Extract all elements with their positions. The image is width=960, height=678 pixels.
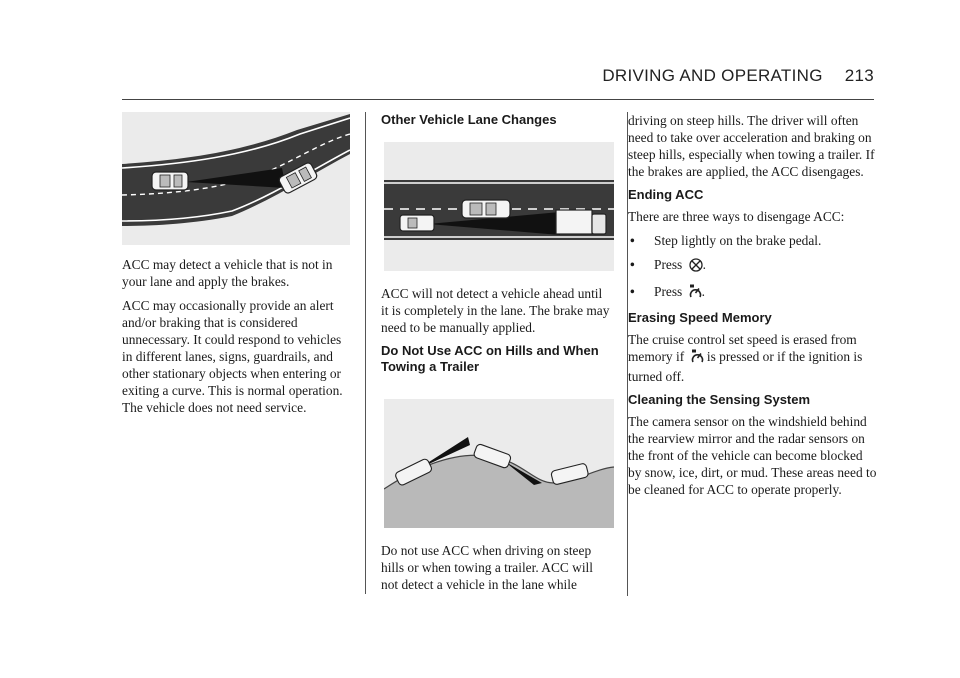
column-divider <box>365 112 366 594</box>
subheading: Cleaning the Sensing System <box>628 392 811 407</box>
bullet-list <box>628 232 878 303</box>
bullet: • <box>630 257 635 272</box>
paragraph: ACC will not detect a vehicle ahead until it is completely in the lane. The brake may need to be manually applied. <box>381 286 610 335</box>
header-rule <box>122 99 874 100</box>
car-icon <box>462 200 510 218</box>
list-item <box>628 232 878 249</box>
paragraph: driving on steep hills. The driver will often need to take over acceleration and braking on steep hills, especially when towing a trailer. If the brakes are applied, the ACC disengages. <box>628 113 875 179</box>
list-item-suffix: . <box>701 284 705 299</box>
lane-change-illustration <box>384 142 614 271</box>
curve-road-illustration <box>122 112 350 245</box>
section-title: DRIVING AND OPERATING <box>602 66 823 85</box>
subheading: Ending ACC <box>628 187 704 202</box>
hills-figure <box>384 399 614 528</box>
paragraph <box>628 331 878 385</box>
list-item <box>628 256 878 276</box>
paragraph: ACC may occasionally provide an alert and/or braking that is considered unnecessary. It could respond to vehicles in different lanes, signs, guardrails, and other stationary objects when entering or exiting a curve. This is normal operation. The vehicle does not need service. <box>122 298 343 415</box>
subheading: Erasing Speed Memory <box>628 310 772 325</box>
paragraph: There are three ways to disengage ACC: <box>628 209 845 224</box>
paragraph: The camera sensor on the windshield behind the rearview mirror and the radar sensors on the front of the vehicle can become blocked by snow, ice, dirt, or mud. These areas need to be cleaned for ACC to operate properly. <box>628 414 877 497</box>
subheading: Other Vehicle Lane Changes <box>381 112 557 127</box>
curve-detection-figure <box>122 112 350 245</box>
list-item-text: Press <box>654 284 683 299</box>
bullet: • <box>630 284 635 299</box>
paragraph: Do not use ACC when driving on steep hills or when towing a trailer. ACC will not detect a vehicle in the lane while <box>381 543 593 592</box>
cancel-icon <box>689 258 703 276</box>
car-icon <box>152 172 188 190</box>
hills-illustration <box>384 399 614 528</box>
paragraph-text: The cruise control set speed is erased from memory if <box>628 332 857 364</box>
column-3 <box>628 112 878 505</box>
paragraph-text: is pressed or if the ignition is turned off. <box>628 349 863 384</box>
list-item-suffix: . <box>702 257 706 272</box>
car-icon <box>400 215 434 231</box>
cruise-control-icon <box>689 284 702 303</box>
list-item-text: Step lightly on the brake pedal. <box>654 233 822 248</box>
list-item-text: Press <box>654 257 683 272</box>
truck-icon <box>556 210 606 234</box>
paragraph: ACC may detect a vehicle that is not in your lane and apply the brakes. <box>122 257 333 289</box>
list-item <box>628 283 878 303</box>
column-1 <box>122 112 350 423</box>
column-2 <box>381 112 611 600</box>
bullet: • <box>630 233 635 248</box>
running-header <box>122 66 874 86</box>
lane-change-figure <box>384 142 614 271</box>
page-number: 213 <box>844 66 874 85</box>
cruise-control-icon <box>691 349 704 368</box>
subheading: Do Not Use ACC on Hills and When Towing a Trailer <box>381 343 599 374</box>
